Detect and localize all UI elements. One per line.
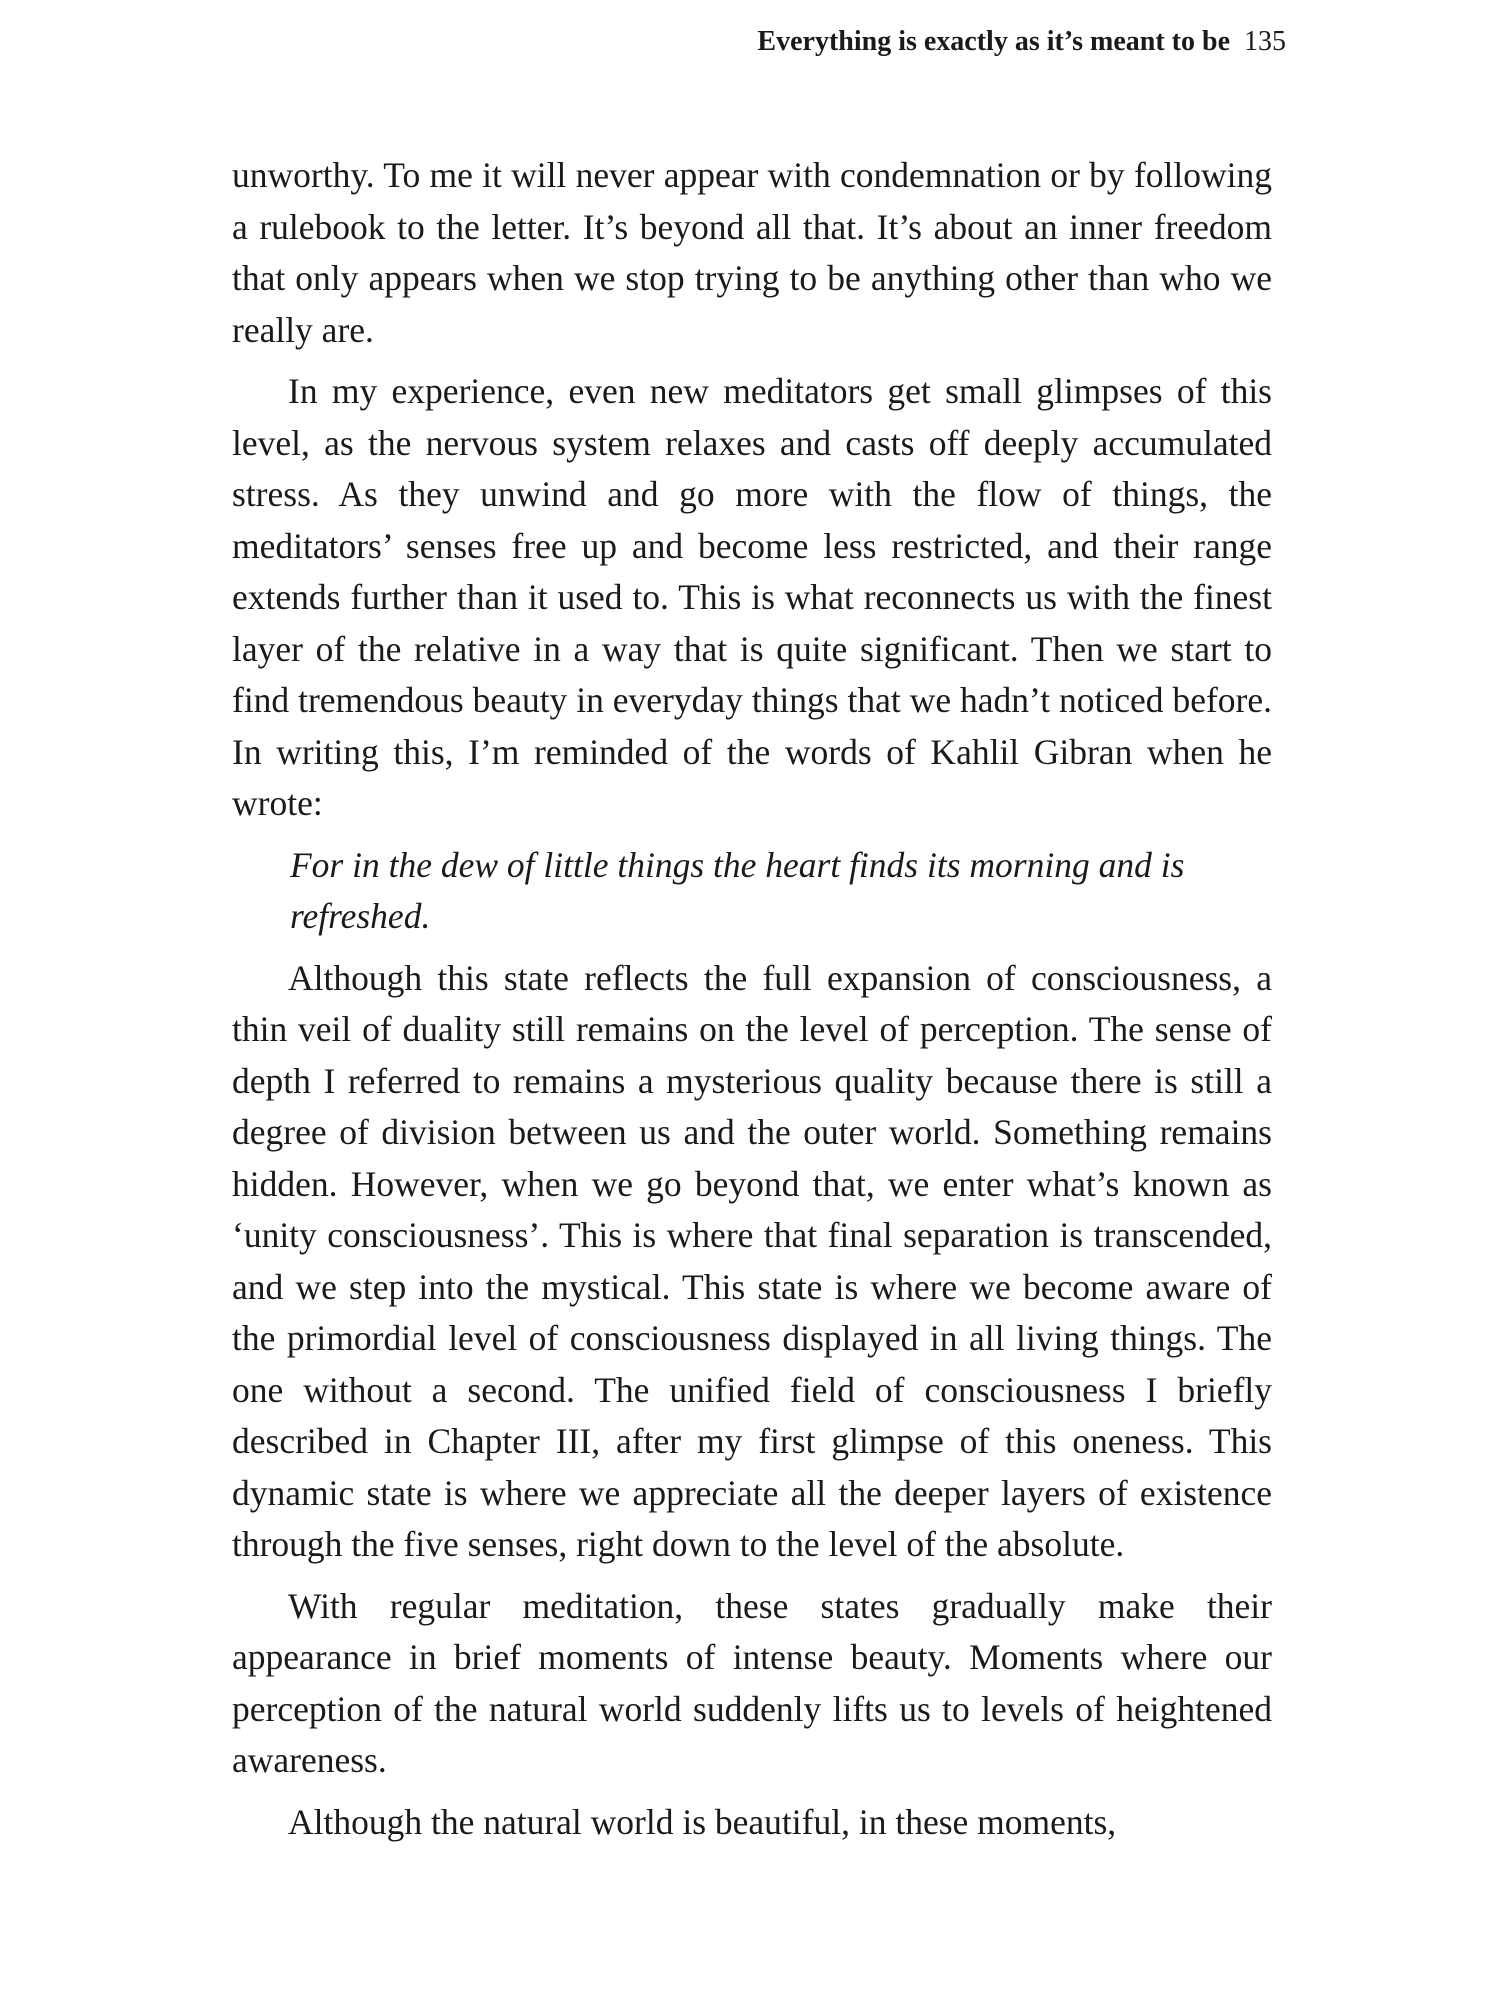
paragraph-meditators: In my experience, even new meditators get small glimpses of this level, as the nervous system relaxes and casts off deeply accumulated stress. As they unwind and go more with the flow of things, the meditators’ senses free up and become less restricted, and their range extends further than it used to. This is what reconnects us with the finest layer of the relative in a way that is quite significant. Then we start to find tremendous beauty in everyday things that we hadn’t noticed before. In writing this, I’m reminded of the words of Kahlil Gibran when he wrote: bbox=[232, 371, 1272, 823]
paragraph-natural-world: Although the natural world is beautiful, in these moments, bbox=[288, 1801, 1117, 1842]
running-title: Everything is exactly as it’s meant to be bbox=[757, 26, 1230, 57]
gibran-quote: For in the dew of little things the heart finds its morning and is refreshed. bbox=[290, 844, 1185, 936]
running-head bbox=[757, 26, 1286, 58]
paragraph-regular-meditation: With regular meditation, these states gradually make their appearance in brief moments of intense beauty. Moments where our perception of the natural world suddenly lifts us to levels of heightened awareness. bbox=[232, 1585, 1272, 1780]
page-number: 135 bbox=[1244, 26, 1286, 57]
paragraph-unity-consciousness: Although this state reflects the full expansion of consciousness, a thin veil of duality still remains on the level of perception. The sense of depth I referred to remains a mysterious quality because there is still a degree of division between us and the outer world. Something remains hidden. However, when we go beyond that, we enter what’s known as ‘unity consciousness’. This is where that final separation is transcended, and we step into the mystical. This state is where we become aware of the primordial level of consciousness displayed in all living things. The one without a second. The unified field of consciousness I briefly described in Chapter III, after my first glimpse of this oneness. This dynamic state is where we appreciate all the deeper layers of existence through the five senses, right down to the level of the absolute. bbox=[232, 957, 1272, 1564]
paragraph-continued: unworthy. To me it will never appear with condemnation or by following a rulebook to the letter. It’s beyond all that. It’s about an inner freedom that only appears when we stop trying to be anything other than who we really are. bbox=[232, 155, 1272, 350]
body-text bbox=[232, 150, 1272, 1858]
